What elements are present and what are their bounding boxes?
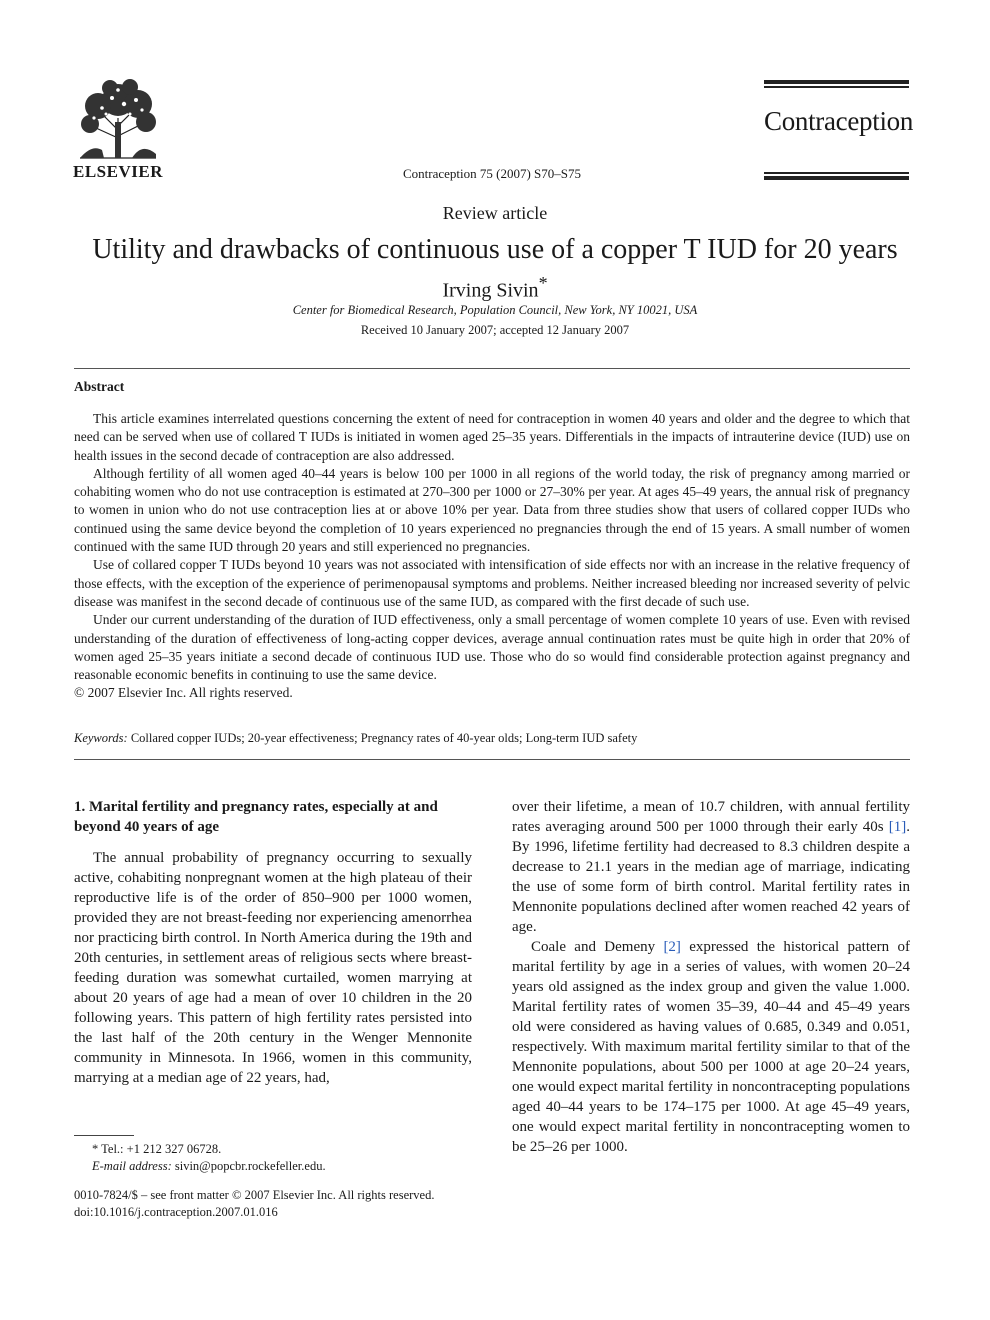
author-name: Irving Sivin: [442, 279, 539, 302]
email-address[interactable]: sivin@popcbr.rockefeller.edu.: [174, 1159, 326, 1173]
footnote-tel: * Tel.: +1 212 327 06728.: [92, 1142, 222, 1156]
article-title: Utility and drawbacks of continuous use of a copper T IUD for 20 years: [92, 234, 898, 265]
keywords-label: Keywords:: [74, 731, 128, 745]
abstract-paragraph: Although fertility of all women aged 40–44 years is below 100 per 1000 in all regions of the world today, the risk of pregnancy among married or cohabiting women who do not use contraception is estimated at 270–300 per 1000 or 27–30% per year. At ages 45–49 years, the annual risk of pregnancy to women in union who do not use contraception lies at or above 10% per year. Data from three studies show that users of collared copper IUDs who continued using the same device beyond the completion of 10 years experienced no pregnancies through the end of 15 years. A small number of women continued with the same IUD through 20 years and still experienced no pregnancies.: [74, 465, 910, 555]
abstract-paragraph: This article examines interrelated questions concerning the extent of need for contraception in women 40 years and older and the degree to which that need can be served when use of collared T IUDs is initiated in women aged 25–35 years. Differentials in the impacts of intrauterine device (IUD) use on health issues in the second decade of contraception are also addressed.: [74, 411, 910, 463]
abstract-heading: Abstract: [74, 379, 125, 394]
article-type: Review article: [442, 203, 548, 223]
masthead-rule-bottom: [764, 172, 909, 180]
author-footnote-mark[interactable]: *: [538, 273, 548, 293]
abstract-paragraph: Use of collared copper T IUDs beyond 10 years was not associated with intensification of side effects nor with an increase in the relative frequency of those effects, with the exception of the experience of perimenopausal symptoms and problems. Neither increased bleeding nor increased severity of pelvic disease was manifest in the second decade of continuous use of the same IUD, as compared with the first decade of such use.: [74, 557, 910, 609]
abstract-paragraph: Under our current understanding of the duration of IUD effectiveness, only a small percentage of women complete 10 years of use. Even with revised understanding of the duration of effectiveness of long-acting copper devices, average annual continuation rates must be quite high in order that 20% of women aged 25–35 years initiate a second decade of continuous IUD use. Those who do so would find considerable protection against pregnancy and reasonable economic benefits in continuing to use the same device.: [74, 612, 910, 683]
footnote-rule: [74, 1135, 134, 1136]
journal-name: Contraception: [764, 106, 914, 136]
body-paragraph: [512, 937, 910, 1157]
abstract-copyright: © 2007 Elsevier Inc. All rights reserved.: [74, 685, 293, 701]
elsevier-tree-icon: [72, 78, 164, 160]
body-column-left: [74, 797, 472, 1088]
reference-link-1[interactable]: [1]: [888, 819, 907, 835]
abstract-top-rule: [74, 368, 910, 369]
section-heading: 1. Marital fertility and pregnancy rates, especially at and beyond 40 years of age: [74, 799, 438, 835]
journal-citation: Contraception 75 (2007) S70–S75: [402, 166, 581, 181]
issn-line: 0010-7824/$ – see front matter © 2007 Elsevier Inc. All rights reserved.: [74, 1188, 435, 1202]
author-footnote: [74, 1141, 472, 1175]
abstract-body: [74, 410, 910, 703]
doi-line[interactable]: doi:10.1016/j.contraception.2007.01.016: [74, 1205, 278, 1219]
keywords-text: Collared copper IUDs; 20-year effectiveness; Pregnancy rates of 40-year olds; Long-term IUD safety: [130, 731, 638, 745]
elsevier-logo: [72, 78, 164, 181]
body-paragraph: The annual probability of pregnancy occurring to sexually active, cohabiting nonpregnant women at the high plateau of their reproductive life is of the order of 850–900 per 1000 women, provided they are not breast-feeding nor experiencing amenorrhea nor practicing birth control. In North America during the 19th and 20th centuries, in settlement areas of religious sects where breast-feeding duration was somewhat curtailed, women marrying at about 20 years of age had a mean of over 10 children in the 20 following years. This pattern of high fertility rates persisted into the last half of the 20th century in the Wenger Mennonite community in Minnesota. In 1966, women in this community, marrying at a median age of 22 years, had,: [74, 850, 472, 1086]
email-label: E-mail address:: [92, 1159, 172, 1173]
footnote-email-line: [74, 1158, 472, 1175]
front-matter: [74, 1187, 494, 1221]
keywords: [74, 731, 910, 746]
paragraph-text: Coale and Demeny: [531, 939, 664, 955]
paragraph-text: over their lifetime, a mean of 10.7 children, with annual fertility rates averaging around 500 per 1000 through their early 40s: [512, 799, 910, 835]
abstract-bottom-rule: [74, 759, 910, 760]
reference-link-2[interactable]: [2]: [663, 939, 681, 955]
affiliation: Center for Biomedical Research, Population Council, New York, NY 10021, USA: [292, 303, 698, 317]
author-line: [0, 273, 990, 303]
paragraph-text: . By 1996, lifetime fertility had decreased to 8.3 children despite a decrease to 21.1 years in the median age of marriage, indicating the use of some form of birth control. Marital fertility rates in Mennonite populations declined after women reached 42 years of age.: [512, 819, 910, 935]
received-dates: Received 10 January 2007; accepted 12 January 2007: [360, 323, 630, 337]
body-column-right: [512, 797, 910, 1157]
paragraph-text: expressed the historical pattern of marital fertility by age in a series of values, with women 20–24 years old assigned as the index group and given the value 1.000. Marital fertility rates of women 35–39, 40–44 and 45–49 years old were considered as having values of 0.685, 0.349 and 0.051, respectively. With maximum marital fertility similar to that of the Mennonite populations, about 500 per 1000 at age 20–24 years, one would expect marital fertility in noncontracepting populations aged 40–44 years to be 174–175 per 1000. At age 45–49 years, one would expect marital fertility in noncontracepting women to be 25–26 per 1000.: [512, 939, 910, 1155]
elsevier-wordmark: ELSEVIER: [73, 162, 163, 181]
body-paragraph: [512, 797, 910, 937]
masthead-rule-top: [764, 80, 909, 88]
